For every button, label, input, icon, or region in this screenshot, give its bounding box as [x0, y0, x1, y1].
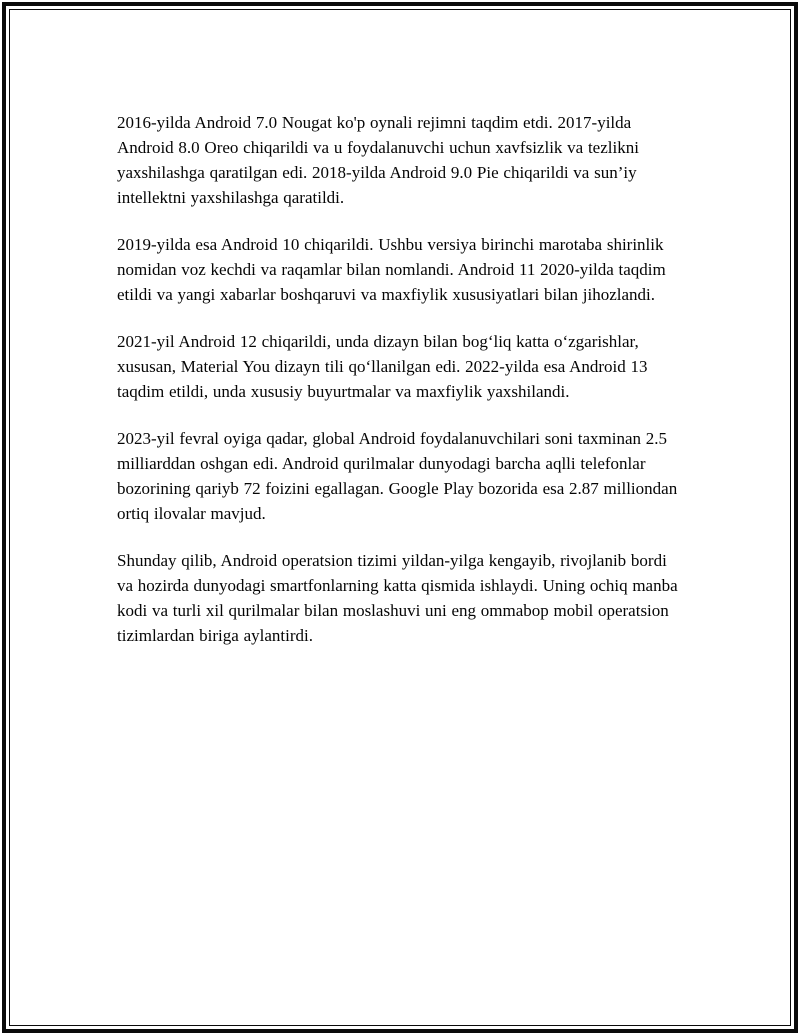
- paragraph-android-2023-stats: 2023-yil fevral oyiga qadar, global Android foydalanuvchilari soni taxminan 2.5 milliarddan oshgan edi. Android qurilmalar dunyodagi barcha aqlli telefonlar bozorining qariyb 72 foizini egallagan. Google Play bozorida esa 2.87 milliondan ortiq ilovalar mavjud.: [117, 429, 678, 523]
- document-content: [117, 110, 684, 670]
- paragraph-android-summary: Shunday qilib, Android operatsion tizimi yildan-yilga kengayib, rivojlanib bordi va hozirda dunyodagi smartfonlarning katta qismida ishlaydi. Uning ochiq manba kodi va turli xil qurilmalar bilan moslashuvi uni eng ommabop mobil operatsion tizimlardan biriga aylantirdi.: [117, 551, 678, 645]
- paragraph-android-2019-2020: 2019-yilda esa Android 10 chiqarildi. Ushbu versiya birinchi marotaba shirinlik nomidan voz kechdi va raqamlar bilan nomlandi. Android 11 2020-yilda taqdim etildi va yangi xabarlar boshqaruvi va maxfiylik xususiyatlari bilan jihozlandi.: [117, 235, 666, 304]
- paragraph-android-2021-2022: 2021-yil Android 12 chiqarildi, unda dizayn bilan bog‘liq katta o‘zgarishlar, xususan, Material You dizayn tili qo‘llanilgan edi. 2022-yilda esa Android 13 taqdim etildi, unda xususiy buyurtmalar va maxfiylik yaxshilandi.: [117, 332, 648, 401]
- paragraph-android-2016-2018: 2016-yilda Android 7.0 Nougat ko'p oynali rejimni taqdim etdi. 2017-yilda Android 8.0 Oreo chiqarildi va u foydalanuvchi uchun xavfsizlik va tezlikni yaxshilashga qaratilgan edi. 2018-yilda Android 9.0 Pie chiqarildi va sun’iy intellektni yaxshilashga qaratildi.: [117, 113, 639, 207]
